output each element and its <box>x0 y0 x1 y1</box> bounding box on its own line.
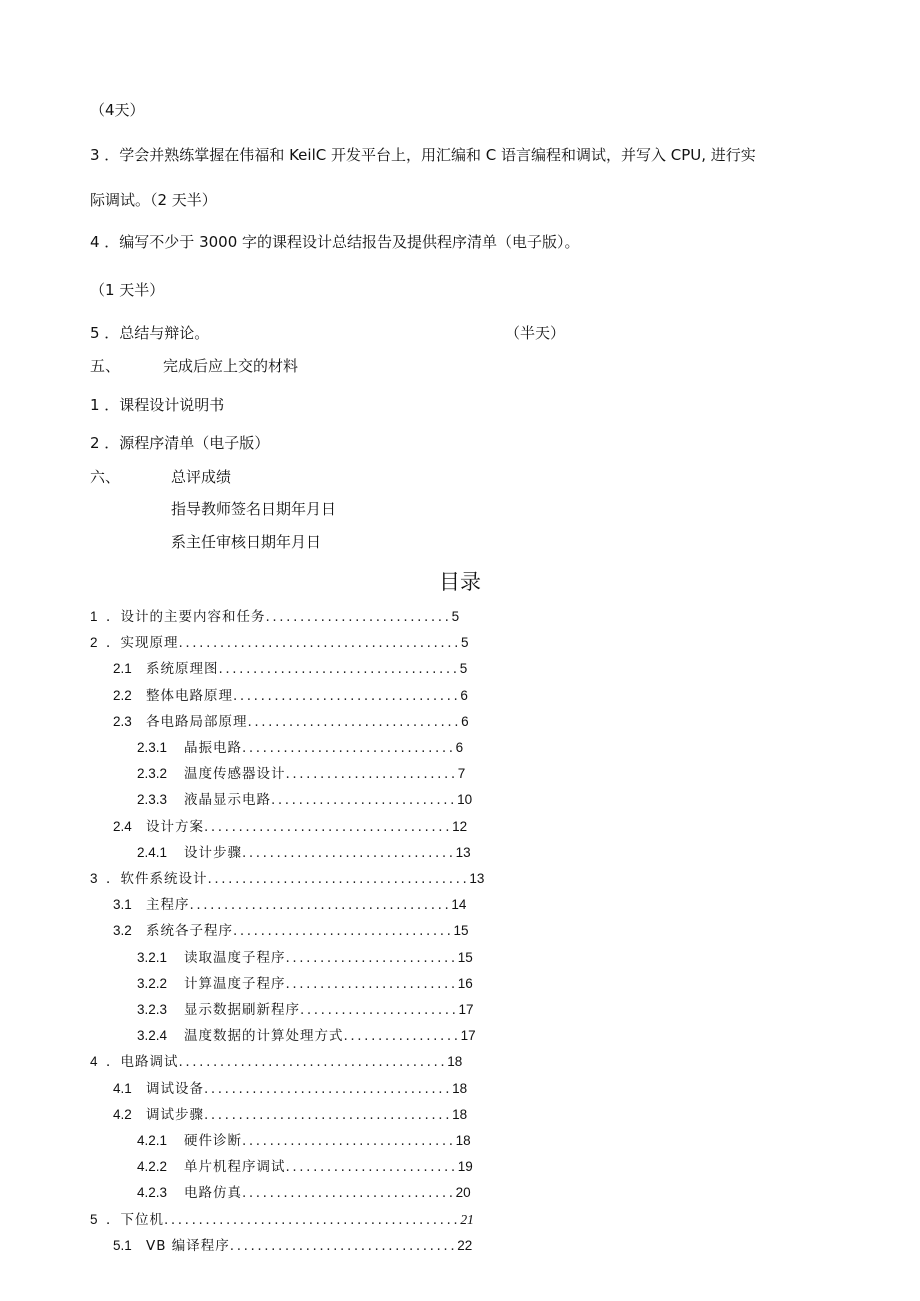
toc-page-number: 10 <box>457 792 473 808</box>
toc-entry[interactable] <box>113 660 467 678</box>
toc-page-number: 14 <box>451 897 467 913</box>
toc-entry[interactable] <box>137 1132 471 1150</box>
toc-entry-title: 读取温度子程序 <box>184 949 286 966</box>
toc-entry[interactable] <box>90 1211 474 1229</box>
toc-page-number: 13 <box>455 844 471 860</box>
toc-section-number: 3 <box>90 871 98 886</box>
toc-leader-dots: ......................... <box>285 975 458 992</box>
toc-entry-title: ．软件系统设计 <box>106 871 208 887</box>
toc-entry[interactable] <box>90 1053 462 1071</box>
task-item-3: 3 ．学会并熟练掌握在伟福和 KeilC 开发平台上，用汇编和 C 语言编程和调试，并写入 CPU, 进行实 <box>90 146 756 164</box>
toc-leader-dots: ................................. <box>233 687 461 704</box>
toc-section-number: 3.2.1 <box>137 949 168 965</box>
duration-note-4-days: （4天） <box>90 101 145 119</box>
toc-entry-title: ．设计的主要内容和任务 <box>106 609 266 625</box>
toc-leader-dots: .................................... <box>204 818 453 835</box>
toc-page-number: 5 <box>451 609 460 624</box>
toc-section-number: 2.3 <box>113 713 132 729</box>
toc-page-number: 22 <box>457 1237 473 1253</box>
toc-entry[interactable] <box>137 975 473 993</box>
toc-leader-dots: ......................... <box>285 949 458 966</box>
toc-entry[interactable] <box>113 1237 472 1255</box>
toc-entry-title: 计算温度子程序 <box>184 975 286 992</box>
toc-section-number: 3.1 <box>113 897 132 913</box>
toc-page-number: 5 <box>459 661 468 677</box>
toc-entry-title: ．下位机 <box>106 1211 164 1228</box>
toc-section-number: 3.2.3 <box>137 1002 168 1017</box>
toc-leader-dots: ............................... <box>242 1185 456 1202</box>
task-item-5-duration: （半天） <box>505 324 566 342</box>
toc-page-number: 15 <box>457 949 473 965</box>
toc-entry[interactable] <box>137 1184 471 1202</box>
toc-page-number: 21 <box>460 1211 474 1227</box>
toc-page-number: 6 <box>455 740 464 755</box>
toc-page-number: 6 <box>460 687 468 703</box>
toc-section-number: 4.2 <box>113 1106 132 1122</box>
toc-page-number: 17 <box>458 1002 474 1017</box>
toc-leader-dots: ................. <box>343 1028 461 1045</box>
toc-page-number: 20 <box>455 1185 471 1201</box>
toc-page-number: 7 <box>457 766 466 782</box>
toc-section-number: 5.1 <box>113 1237 132 1253</box>
toc-leader-dots: ......................... <box>285 1159 458 1176</box>
toc-leader-dots: ............................... <box>247 713 462 730</box>
toc-leader-dots: ......................................... <box>178 635 462 652</box>
section-six-number: 六、 <box>90 468 121 486</box>
task-item-4: 4 ．编写不少于 3000 字的课程设计总结报告及提供程序清单（电子版）。 <box>90 233 580 251</box>
toc-page-number: 17 <box>460 1028 476 1044</box>
toc-entry[interactable] <box>137 1001 474 1019</box>
toc-section-number: 2.4 <box>113 818 132 834</box>
toc-section-number: 4.1 <box>113 1080 132 1096</box>
toc-leader-dots: ............................... <box>242 740 456 756</box>
department-head-review-line: 系主任审核日期年月日 <box>171 533 322 551</box>
material-item-2: 2 ．源程序清单（电子版） <box>90 434 270 452</box>
toc-leader-dots: ................................. <box>229 1237 458 1254</box>
toc-section-number: 2.3.3 <box>137 792 168 808</box>
toc-leader-dots: ........................... <box>265 609 452 625</box>
section-five-number: 五、 <box>90 357 121 375</box>
toc-entry[interactable] <box>137 844 471 862</box>
toc-entry[interactable] <box>113 687 468 705</box>
toc-entry-title: 主程序 <box>146 897 190 914</box>
section-five-heading: 完成后应上交的材料 <box>163 357 299 375</box>
toc-entry[interactable] <box>137 791 472 809</box>
toc-entry-title: 温度数据的计算处理方式 <box>184 1028 344 1045</box>
toc-leader-dots: ...................................... <box>207 871 470 887</box>
toc-page-number: 6 <box>461 713 469 729</box>
toc-entry[interactable] <box>113 713 469 731</box>
toc-entry[interactable] <box>137 1158 473 1176</box>
toc-entry[interactable] <box>90 608 459 626</box>
toc-section-number: 4.2.2 <box>137 1159 168 1175</box>
toc-section-number: 4 <box>90 1054 98 1070</box>
section-six-heading: 总评成绩 <box>171 468 232 486</box>
toc-entry-title: 各电路局部原理 <box>146 713 248 730</box>
toc-entry-title: 系统原理图 <box>146 661 219 678</box>
task-item-5: 5 ．总结与辩论。 <box>90 324 210 342</box>
toc-leader-dots: ........................................... <box>164 1211 461 1228</box>
toc-entry-title: 设计方案 <box>146 818 204 835</box>
toc-leader-dots: .................................... <box>204 1080 453 1097</box>
toc-entry-title: 温度传感器设计 <box>184 766 286 783</box>
toc-entry[interactable] <box>137 1027 476 1045</box>
toc-page-number: 18 <box>452 1080 468 1096</box>
toc-entry-title: ．电路调试 <box>106 1054 179 1071</box>
toc-leader-dots: .................................... <box>204 1106 453 1123</box>
toc-entry-title: 单片机程序调试 <box>184 1159 286 1176</box>
toc-page-number: 19 <box>457 1159 473 1175</box>
toc-leader-dots: ............................... <box>242 844 456 861</box>
toc-entry[interactable] <box>137 765 465 783</box>
toc-leader-dots: ........................... <box>271 792 458 809</box>
toc-entry-title: VB 编译程序 <box>146 1237 230 1254</box>
toc-leader-dots: ....................... <box>300 1002 459 1018</box>
toc-leader-dots: ...................................... <box>189 897 452 914</box>
toc-entry-title: 整体电路原理 <box>146 687 233 704</box>
toc-leader-dots: ................................... <box>218 661 460 678</box>
toc-entry[interactable] <box>113 896 466 914</box>
toc-entry-title: 液晶显示电路 <box>184 792 271 809</box>
toc-page-number: 12 <box>452 818 468 834</box>
toc-section-number: 5 <box>90 1211 98 1227</box>
toc-entry-title: 显示数据刷新程序 <box>184 1002 300 1018</box>
toc-leader-dots: ....................................... <box>178 1054 448 1071</box>
toc-entry[interactable] <box>137 949 473 967</box>
toc-page-number: 13 <box>469 871 485 886</box>
toc-entry-title: 硬件诊断 <box>184 1133 242 1149</box>
duration-note-1-5-days: （1 天半） <box>90 281 165 299</box>
toc-leader-dots: ......................... <box>285 766 458 783</box>
material-item-1: 1 ．课程设计说明书 <box>90 396 225 414</box>
toc-entry[interactable] <box>113 1106 467 1124</box>
toc-section-number: 4.2.3 <box>137 1185 168 1201</box>
toc-entry[interactable] <box>113 922 469 940</box>
toc-entry[interactable] <box>90 870 484 888</box>
toc-page-number: 16 <box>457 975 473 991</box>
toc-title: 目录 <box>439 570 481 594</box>
toc-leader-dots: ................................ <box>233 923 454 940</box>
toc-leader-dots: ............................... <box>242 1133 456 1149</box>
toc-section-number: 2 <box>90 635 98 651</box>
toc-entry-title: ．实现原理 <box>106 635 179 652</box>
toc-entry-title: 调试步骤 <box>146 1106 204 1123</box>
toc-entry[interactable] <box>137 739 463 757</box>
toc-entry-title: 调试设备 <box>146 1080 204 1097</box>
toc-section-number: 3.2 <box>113 923 132 939</box>
toc-section-number: 1 <box>90 609 98 624</box>
toc-page-number: 18 <box>452 1106 468 1122</box>
task-item-3-continued: 际调试。（2 天半） <box>90 191 217 209</box>
advisor-signature-line: 指导教师签名日期年月日 <box>171 500 337 518</box>
toc-page-number: 18 <box>455 1133 471 1148</box>
toc-entry-title: 设计步骤 <box>184 844 242 861</box>
toc-section-number: 2.4.1 <box>137 844 168 860</box>
toc-section-number: 4.2.1 <box>137 1133 168 1148</box>
toc-entry-title: 电路仿真 <box>184 1185 242 1202</box>
toc-page-number: 5 <box>461 635 469 651</box>
toc-section-number: 2.3.1 <box>137 740 168 755</box>
toc-page-number: 18 <box>447 1054 463 1070</box>
toc-entry-title: 系统各子程序 <box>146 923 233 940</box>
toc-entry[interactable] <box>113 818 467 836</box>
toc-entry[interactable] <box>113 1080 467 1098</box>
toc-entry[interactable] <box>90 634 469 652</box>
toc-entry-title: 晶振电路 <box>184 740 242 756</box>
toc-section-number: 3.2.2 <box>137 975 168 991</box>
toc-section-number: 3.2.4 <box>137 1028 168 1044</box>
toc-section-number: 2.2 <box>113 687 132 703</box>
toc-page-number: 15 <box>453 923 469 939</box>
toc-section-number: 2.1 <box>113 661 132 677</box>
toc-section-number: 2.3.2 <box>137 766 168 782</box>
